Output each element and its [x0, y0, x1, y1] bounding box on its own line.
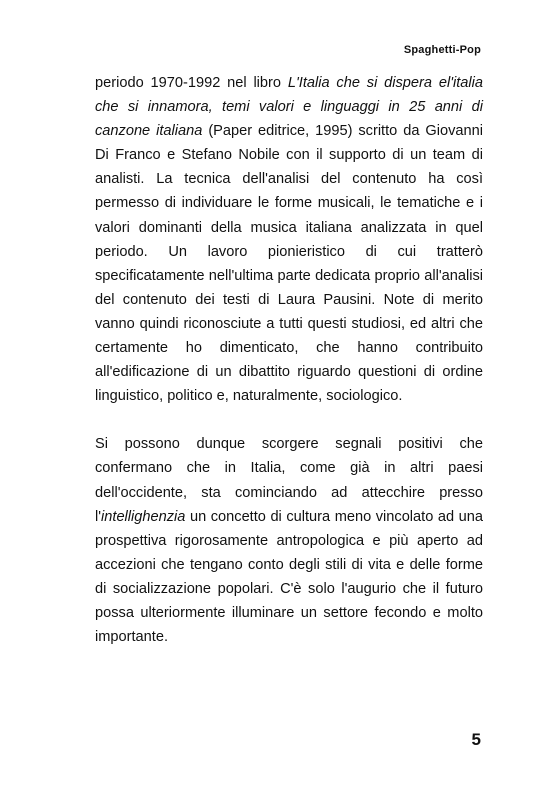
book-title: L'Italia che si dispera el'italia che si innamora, temi valori e linguaggi in 25 anni di canzone italiana — [95, 75, 484, 140]
paragraph-1 — [95, 71, 483, 408]
paragraph-1-text-end: (Paper editrice, 1995) scritto da Giovanni Di Franco e Stefano Nobile con il supporto di un team di analisti. La tecnica dell'analisi del contenuto ha così permesso di individuare le forme musicali, le tematiche e i valori dominanti della musica italiana analizzata in quel periodo. Un lavoro pionieristico di cui tratterò specificatamente nell'ultima parte dedicata proprio all'analisi del contenuto dei testi di Laura Pausini. Note di merito vanno quindi riconosciute a tutti questi studiosi, ed altri che certamente ho dimenticato, che hanno contribuito all'edificazione di un dibattito riguardo questioni di ordine linguistico, politico e, naturalmente, sociologico. — [95, 123, 483, 405]
paragraph-2 — [95, 432, 483, 649]
italic-term: intellighenzia — [101, 508, 186, 525]
running-header: Spaghetti-Pop — [403, 44, 481, 56]
body-text — [95, 71, 483, 649]
page-number: 5 — [471, 730, 481, 749]
paragraph-2-text-start: Si possono dunque scorgere segnali positivi che confermano che in Italia, come già in altri paesi dell'occidente, sta cominciando ad attecchire presso l' — [95, 436, 483, 525]
paragraph-1-text-start: periodo 1970-1992 nel libro — [95, 75, 288, 91]
paragraph-2-text-end: un concetto di cultura meno vincolato ad una prospettiva rigorosamente antropologica e più aperto ad accezioni che tengano conto degli stili di vita e delle forme di socializzazione popolari. C'è solo l'augurio che il futuro possa ulteriormente illuminare un settore fecondo e molto importante. — [95, 508, 483, 646]
